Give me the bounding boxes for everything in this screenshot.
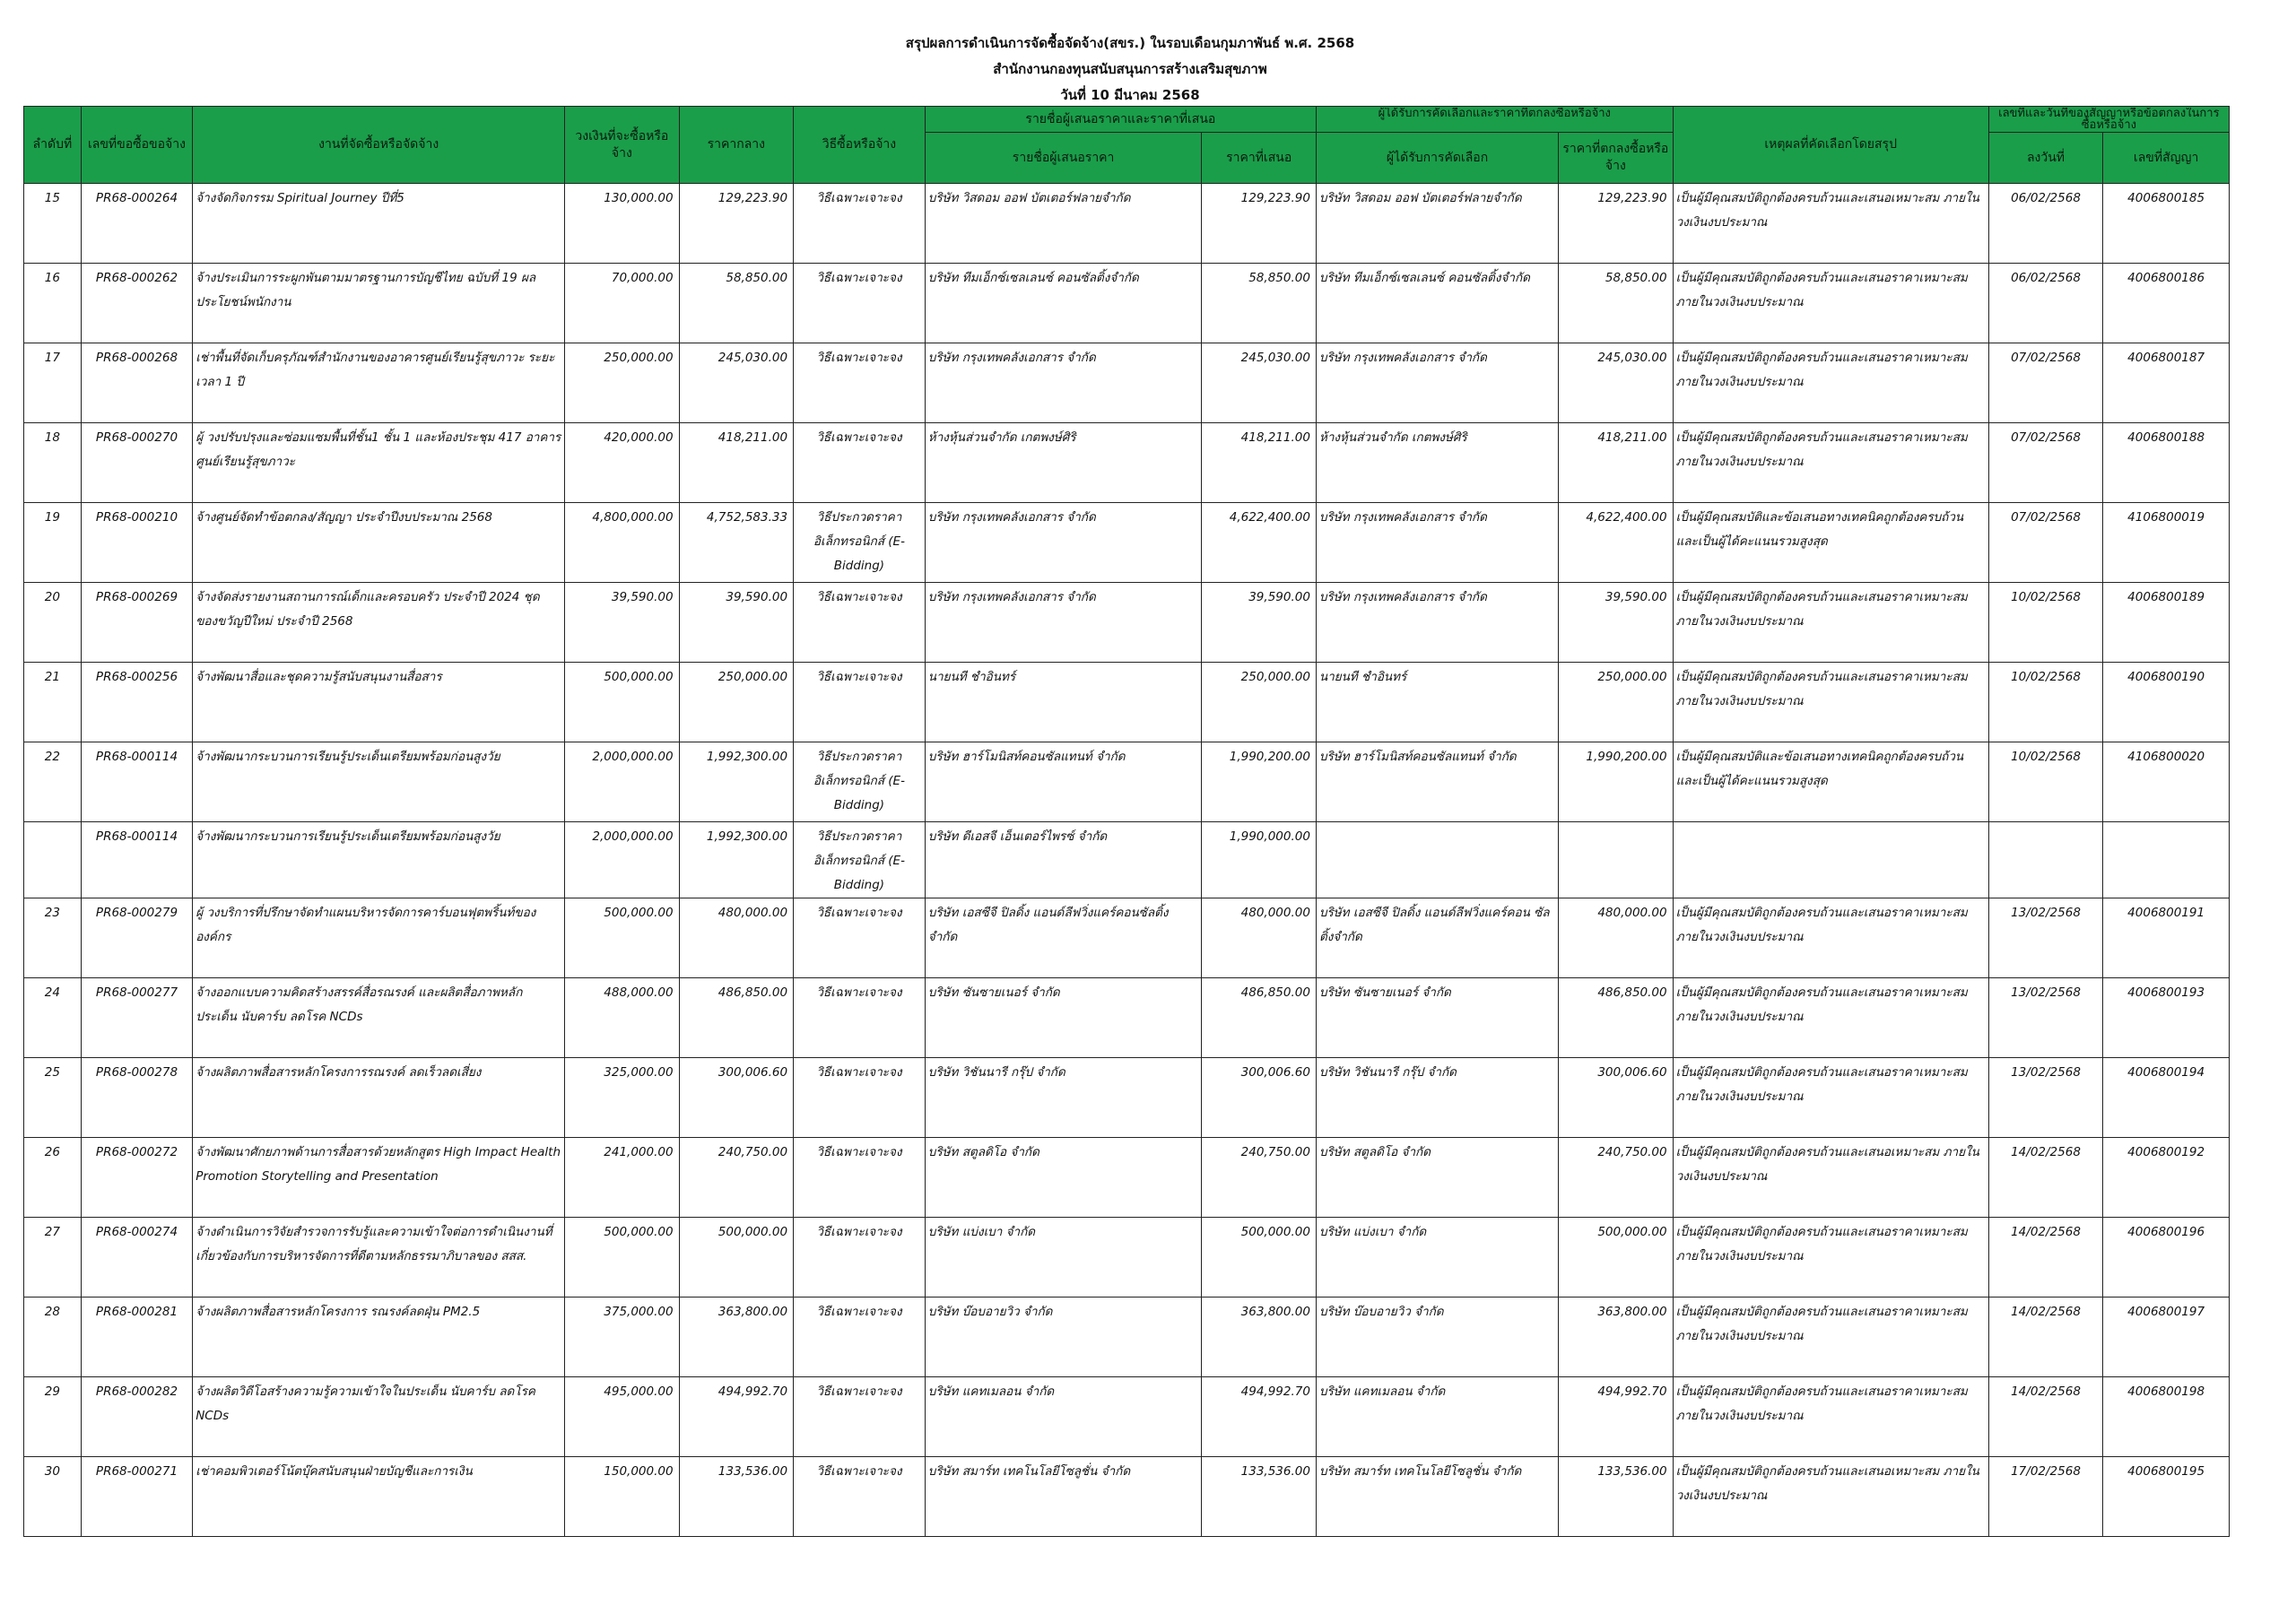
- cell-budget: 500,000.00: [565, 663, 680, 742]
- col-header-sign-date: ลงวันที่: [1988, 133, 2103, 184]
- cell-selected: บริษัท ทีมเอ็กซ์เซลเลนซ์ คอนซัลติ้งจำกัด: [1316, 264, 1558, 343]
- cell-sign-date: 06/02/2568: [1988, 184, 2103, 264]
- cell-bidder: บริษัท กรุงเทพคลังเอกสาร จำกัด: [925, 583, 1202, 663]
- cell-budget: 70,000.00: [565, 264, 680, 343]
- cell-contract-no: 4006800190: [2103, 663, 2230, 742]
- col-header-method: วิธีซื้อหรือจ้าง: [794, 107, 926, 184]
- cell-selected: บริษัท กรุงเทพคลังเอกสาร จำกัด: [1316, 583, 1558, 663]
- cell-no: 16: [24, 264, 82, 343]
- cell-agreed: [1559, 822, 1674, 898]
- cell-contract-no: 4006800196: [2103, 1218, 2230, 1298]
- col-header-no: ลำดับที่: [24, 107, 82, 184]
- cell-budget: 241,000.00: [565, 1138, 680, 1218]
- cell-selected: ห้างหุ้นส่วนจำกัด เกตพงษ์ศิริ: [1316, 423, 1558, 503]
- cell-no: 21: [24, 663, 82, 742]
- cell-reason: เป็นผู้มีคุณสมบัติและข้อเสนอทางเทคนิคถูกต้องครบถ้วน และเป็นผู้ได้คะแนนรวมสูงสุด: [1673, 503, 1988, 583]
- cell-budget: 325,000.00: [565, 1058, 680, 1138]
- cell-method: วิธีเฉพาะเจาะจง: [794, 1377, 926, 1457]
- cell-pr: PR68-000272: [81, 1138, 192, 1218]
- cell-budget: 39,590.00: [565, 583, 680, 663]
- cell-method: วิธีเฉพาะเจาะจง: [794, 184, 926, 264]
- cell-agreed: 494,992.70: [1559, 1377, 1674, 1457]
- cell-method: วิธีประกวดราคาอิเล็กทรอนิกส์ (E-Bidding): [794, 503, 926, 583]
- cell-agreed: 129,223.90: [1559, 184, 1674, 264]
- cell-agreed: 1,990,200.00: [1559, 742, 1674, 822]
- cell-median: 494,992.70: [679, 1377, 794, 1457]
- cell-selected: บริษัท สตูลดิโอ จำกัด: [1316, 1138, 1558, 1218]
- cell-item: จ้างศูนย์จัดทำข้อตกลง/สัญญา ประจำปีงบประมาณ 2568: [193, 503, 565, 583]
- cell-item: จ้างพัฒนากระบวนการเรียนรู้ประเด็นเตรียมพร้อมก่อนสูงวัย: [193, 742, 565, 822]
- cell-bid: 486,850.00: [1202, 978, 1317, 1058]
- cell-method: วิธีเฉพาะเจาะจง: [794, 1138, 926, 1218]
- cell-selected: บริษัท ฮาร์โมนิสท์คอนซัลแทนท์ จำกัด: [1316, 742, 1558, 822]
- cell-no: 17: [24, 343, 82, 423]
- cell-bid: 39,590.00: [1202, 583, 1317, 663]
- cell-pr: PR68-000271: [81, 1457, 192, 1537]
- cell-selected: บริษัท บ๊อบอายวิว จำกัด: [1316, 1298, 1558, 1377]
- cell-method: วิธีประกวดราคาอิเล็กทรอนิกส์ (E-Bidding): [794, 742, 926, 822]
- cell-sign-date: 07/02/2568: [1988, 503, 2103, 583]
- cell-agreed: 250,000.00: [1559, 663, 1674, 742]
- cell-pr: PR68-000264: [81, 184, 192, 264]
- cell-budget: 2,000,000.00: [565, 742, 680, 822]
- cell-sign-date: 13/02/2568: [1988, 978, 2103, 1058]
- cell-median: 4,752,583.33: [679, 503, 794, 583]
- cell-agreed: 58,850.00: [1559, 264, 1674, 343]
- cell-median: 58,850.00: [679, 264, 794, 343]
- cell-no: 29: [24, 1377, 82, 1457]
- cell-contract-no: 4106800019: [2103, 503, 2230, 583]
- cell-pr: PR68-000274: [81, 1218, 192, 1298]
- cell-contract-no: [2103, 822, 2230, 898]
- cell-reason: เป็นผู้มีคุณสมบัติถูกต้องครบถ้วนและเสนอราคาเหมาะสม ภายในวงเงินงบประมาณ: [1673, 423, 1988, 503]
- cell-bid: 1,990,000.00: [1202, 822, 1317, 898]
- cell-no: 26: [24, 1138, 82, 1218]
- cell-pr: PR68-000268: [81, 343, 192, 423]
- cell-bid: 250,000.00: [1202, 663, 1317, 742]
- cell-no: 30: [24, 1457, 82, 1537]
- col-header-median: ราคากลาง: [679, 107, 794, 184]
- cell-bidder: บริษัท ฮาร์โมนิสท์คอนซัลแทนท์ จำกัด: [925, 742, 1202, 822]
- cell-bid: 240,750.00: [1202, 1138, 1317, 1218]
- cell-no: 15: [24, 184, 82, 264]
- cell-reason: เป็นผู้มีคุณสมบัติถูกต้องครบถ้วนและเสนอราคาเหมาะสม ภายในวงเงินงบประมาณ: [1673, 1298, 1988, 1377]
- cell-method: วิธีเฉพาะเจาะจง: [794, 583, 926, 663]
- cell-pr: PR68-000278: [81, 1058, 192, 1138]
- col-header-bidders-group: รายชื่อผู้เสนอราคาและราคาที่เสนอ: [925, 107, 1316, 133]
- cell-budget: 375,000.00: [565, 1298, 680, 1377]
- cell-reason: เป็นผู้มีคุณสมบัติถูกต้องครบถ้วนและเสนอราคาเหมาะสม ภายในวงเงินงบประมาณ: [1673, 1218, 1988, 1298]
- cell-sign-date: 14/02/2568: [1988, 1298, 2103, 1377]
- cell-selected: บริษัท เอสซีจี ปิลดิ้ง แอนด์ลีฟวิ่งแคร์คอน ซัลติ้งจำกัด: [1316, 898, 1558, 978]
- selected-group-text: ผู้ได้รับการคัดเลือกและราคาที่ตกลงซื้อหรือจ้าง: [1378, 108, 1611, 120]
- cell-pr: PR68-000277: [81, 978, 192, 1058]
- cell-bidder: บริษัท กรุงเทพคลังเอกสาร จำกัด: [925, 503, 1202, 583]
- cell-pr: PR68-000262: [81, 264, 192, 343]
- cell-method: วิธีเฉพาะเจาะจง: [794, 1457, 926, 1537]
- cell-item: จ้างออกแบบความคิดสร้างสรรค์สื่อรณรงค์ และผลิตสื่อภาพหลัก ประเด็น นับคาร์บ ลดโรค NCDs: [193, 978, 565, 1058]
- cell-contract-no: 4006800187: [2103, 343, 2230, 423]
- cell-bidder: บริษัท กรุงเทพคลังเอกสาร จำกัด: [925, 343, 1202, 423]
- cell-contract-no: 4006800188: [2103, 423, 2230, 503]
- cell-selected: บริษัท แบ่งเบา จำกัด: [1316, 1218, 1558, 1298]
- cell-agreed: 133,536.00: [1559, 1457, 1674, 1537]
- cell-bid: 4,622,400.00: [1202, 503, 1317, 583]
- contract-group-text: เลขที่และวันที่ของสัญญาหรือข้อตกลงในการซื้อหรือจ้าง: [1998, 108, 2220, 131]
- report-date: วันที่ 10 มีนาคม 2568: [1060, 87, 1200, 103]
- cell-budget: 495,000.00: [565, 1377, 680, 1457]
- cell-budget: 420,000.00: [565, 423, 680, 503]
- table-row: [24, 184, 2230, 264]
- cell-agreed: 486,850.00: [1559, 978, 1674, 1058]
- cell-sign-date: 14/02/2568: [1988, 1377, 2103, 1457]
- cell-agreed: 500,000.00: [1559, 1218, 1674, 1298]
- cell-selected: บริษัท กรุงเทพคลังเอกสาร จำกัด: [1316, 503, 1558, 583]
- cell-sign-date: 10/02/2568: [1988, 742, 2103, 822]
- cell-item: ผู้ วงบริการที่ปรึกษาจัดทำแผนบริหารจัดการคาร์บอนฟุตพริ้นท์ของ องค์กร: [193, 898, 565, 978]
- cell-no: 22: [24, 742, 82, 822]
- col-header-agreed-price: ราคาที่ตกลงซื้อหรือจ้าง: [1559, 133, 1674, 184]
- table-row: [24, 1138, 2230, 1218]
- cell-sign-date: 13/02/2568: [1988, 1058, 2103, 1138]
- table-row: [24, 822, 2230, 898]
- cell-bidder: นายนที ชำอินทร์: [925, 663, 1202, 742]
- cell-no: 25: [24, 1058, 82, 1138]
- cell-item: จ้างผลิตวิดีโอสร้างความรู้ความเข้าใจในประเด็น นับคาร์บ ลดโรค NCDs: [193, 1377, 565, 1457]
- cell-bidder: ห้างหุ้นส่วนจำกัด เกตพงษ์ศิริ: [925, 423, 1202, 503]
- cell-contract-no: 4006800186: [2103, 264, 2230, 343]
- cell-reason: เป็นผู้มีคุณสมบัติถูกต้องครบถ้วนและเสนอราคาเหมาะสม ภายในวงเงินงบประมาณ: [1673, 1377, 1988, 1457]
- cell-selected: บริษัท ซันซายเนอร์ จำกัด: [1316, 978, 1558, 1058]
- cell-bidder: บริษัท ดีเอสจี เอ็นเตอร์ไพรซ์ จำกัด: [925, 822, 1202, 898]
- cell-bid: 129,223.90: [1202, 184, 1317, 264]
- cell-contract-no: 4006800189: [2103, 583, 2230, 663]
- cell-reason: เป็นผู้มีคุณสมบัติและข้อเสนอทางเทคนิคถูกต้องครบถ้วน และเป็นผู้ได้คะแนนรวมสูงสุด: [1673, 742, 1988, 822]
- cell-sign-date: 17/02/2568: [1988, 1457, 2103, 1537]
- cell-bid: 494,992.70: [1202, 1377, 1317, 1457]
- cell-item: จ้างพัฒนาศักยภาพด้านการสื่อสารด้วยหลักสูตร High Impact Health Promotion Storytelling and Presentation: [193, 1138, 565, 1218]
- cell-contract-no: 4006800194: [2103, 1058, 2230, 1138]
- cell-bidder: บริษัท บ๊อบอายวิว จำกัด: [925, 1298, 1202, 1377]
- cell-budget: 150,000.00: [565, 1457, 680, 1537]
- table-row: [24, 1218, 2230, 1298]
- cell-median: 480,000.00: [679, 898, 794, 978]
- cell-pr: PR68-000210: [81, 503, 192, 583]
- cell-no: 18: [24, 423, 82, 503]
- cell-bidder: บริษัท เอสซีจี ปิลดิ้ง แอนด์ลีฟวิ่งแคร์คอนซัลติ้ง จำกัด: [925, 898, 1202, 978]
- cell-bidder: บริษัท แบ่งเบา จำกัด: [925, 1218, 1202, 1298]
- cell-bid: 363,800.00: [1202, 1298, 1317, 1377]
- cell-budget: 488,000.00: [565, 978, 680, 1058]
- cell-pr: PR68-000282: [81, 1377, 192, 1457]
- cell-reason: เป็นผู้มีคุณสมบัติถูกต้องครบถ้วนและเสนอราคาเหมาะสม ภายในวงเงินงบประมาณ: [1673, 343, 1988, 423]
- cell-bid: 1,990,200.00: [1202, 742, 1317, 822]
- cell-agreed: 480,000.00: [1559, 898, 1674, 978]
- cell-bid: 133,536.00: [1202, 1457, 1317, 1537]
- cell-item: จ้างพัฒนากระบวนการเรียนรู้ประเด็นเตรียมพร้อมก่อนสูงวัย: [193, 822, 565, 898]
- table-row: [24, 1377, 2230, 1457]
- cell-method: วิธีเฉพาะเจาะจง: [794, 264, 926, 343]
- cell-bidder: บริษัท สมาร์ท เทคโนโลยีโซลูชั่น จำกัด: [925, 1457, 1202, 1537]
- cell-sign-date: 10/02/2568: [1988, 663, 2103, 742]
- cell-sign-date: 07/02/2568: [1988, 423, 2103, 503]
- cell-agreed: 240,750.00: [1559, 1138, 1674, 1218]
- cell-bidder: บริษัท สตูลดิโอ จำกัด: [925, 1138, 1202, 1218]
- cell-item: จ้างดำเนินการวิจัยสำรวจการรับรู้และความเข้าใจต่อการดำเนินงานที่ เกี่ยวข้องกับการบริหารจัดการที่ดีตามหลักธรรมาภิบาลของ สสส.: [193, 1218, 565, 1298]
- cell-pr: PR68-000281: [81, 1298, 192, 1377]
- cell-bidder: บริษัท วิชันนารี กรุ๊ป จำกัด: [925, 1058, 1202, 1138]
- table-row: [24, 1298, 2230, 1377]
- cell-selected: บริษัท สมาร์ท เทคโนโลยีโซลูชั่น จำกัด: [1316, 1457, 1558, 1537]
- cell-reason: เป็นผู้มีคุณสมบัติถูกต้องครบถ้วนและเสนอราคาเหมาะสม ภายในวงเงินงบประมาณ: [1673, 583, 1988, 663]
- table-row: [24, 663, 2230, 742]
- cell-reason: เป็นผู้มีคุณสมบัติถูกต้องครบถ้วนและเสนอเหมาะสม ภายในวงเงินงบประมาณ: [1673, 1138, 1988, 1218]
- cell-item: จ้างผลิตภาพสื่อสารหลักโครงการรณรงค์ ลดเร็วลดเสี่ยง: [193, 1058, 565, 1138]
- report-organization: สำนักงานกองทุนสนับสนุนการสร้างเสริมสุขภาพ: [993, 61, 1267, 77]
- cell-agreed: 39,590.00: [1559, 583, 1674, 663]
- col-header-bidder-name: รายชื่อผู้เสนอราคา: [925, 133, 1202, 184]
- col-header-contract-group: [1988, 107, 2229, 133]
- cell-reason: [1673, 822, 1988, 898]
- cell-budget: 130,000.00: [565, 184, 680, 264]
- report-title: สรุปผลการดำเนินการจัดซื้อจัดจ้าง(สขร.) ในรอบเดือนกุมภาพันธ์ พ.ศ. 2568: [905, 35, 1355, 51]
- cell-sign-date: 10/02/2568: [1988, 583, 2103, 663]
- cell-item: เช่าคอมพิวเตอร์โน้ตบุ๊คสนับสนุนฝ่ายบัญชีและการเงิน: [193, 1457, 565, 1537]
- cell-no: 19: [24, 503, 82, 583]
- cell-item: จ้างประเมินการระผูกพันตามมาตรฐานการบัญชีไทย ฉบับที่ 19 ผลประโยชน์พนักงาน: [193, 264, 565, 343]
- cell-reason: เป็นผู้มีคุณสมบัติถูกต้องครบถ้วนและเสนอราคาเหมาะสม ภายในวงเงินงบประมาณ: [1673, 898, 1988, 978]
- cell-agreed: 363,800.00: [1559, 1298, 1674, 1377]
- table-row: [24, 343, 2230, 423]
- col-header-contract-no: เลขที่สัญญา: [2103, 133, 2230, 184]
- col-header-selected-group: [1316, 107, 1673, 133]
- cell-method: วิธีเฉพาะเจาะจง: [794, 423, 926, 503]
- cell-reason: เป็นผู้มีคุณสมบัติถูกต้องครบถ้วนและเสนอราคาเหมาะสม ภายในวงเงินงบประมาณ: [1673, 264, 1988, 343]
- table-row: [24, 583, 2230, 663]
- cell-reason: เป็นผู้มีคุณสมบัติถูกต้องครบถ้วนและเสนอราคาเหมาะสม ภายในวงเงินงบประมาณ: [1673, 978, 1988, 1058]
- cell-item: เช่าพื้นที่จัดเก็บครุภัณฑ์สำนักงานของอาคารศูนย์เรียนรู้สุขภาวะ ระยะเวลา 1 ปี: [193, 343, 565, 423]
- col-header-bid-price: ราคาที่เสนอ: [1202, 133, 1317, 184]
- cell-bid: 300,006.60: [1202, 1058, 1317, 1138]
- cell-contract-no: 4006800198: [2103, 1377, 2230, 1457]
- cell-sign-date: 14/02/2568: [1988, 1218, 2103, 1298]
- cell-contract-no: 4006800192: [2103, 1138, 2230, 1218]
- cell-bid: 245,030.00: [1202, 343, 1317, 423]
- cell-budget: 500,000.00: [565, 1218, 680, 1298]
- cell-agreed: 4,622,400.00: [1559, 503, 1674, 583]
- cell-median: 500,000.00: [679, 1218, 794, 1298]
- cell-no: 20: [24, 583, 82, 663]
- cell-budget: 2,000,000.00: [565, 822, 680, 898]
- cell-median: 39,590.00: [679, 583, 794, 663]
- cell-item: ผู้ วงปรับปรุงและซ่อมแซมพื้นที่ชั้น1 ชั้น 1 และห้องประชุม 417 อาคารศูนย์เรียนรู้สุขภาวะ: [193, 423, 565, 503]
- cell-method: วิธีเฉพาะเจาะจง: [794, 343, 926, 423]
- cell-sign-date: 14/02/2568: [1988, 1138, 2103, 1218]
- cell-bid: 418,211.00: [1202, 423, 1317, 503]
- cell-sign-date: 07/02/2568: [1988, 343, 2103, 423]
- cell-median: 363,800.00: [679, 1298, 794, 1377]
- cell-contract-no: 4006800197: [2103, 1298, 2230, 1377]
- cell-item: จ้างผลิตภาพสื่อสารหลักโครงการ รณรงค์ลดฝุ่น PM2.5: [193, 1298, 565, 1377]
- cell-sign-date: 13/02/2568: [1988, 898, 2103, 978]
- cell-pr: PR68-000270: [81, 423, 192, 503]
- cell-bidder: บริษัท วิสดอม ออฟ บัตเตอร์ฟลายจำกัด: [925, 184, 1202, 264]
- table-row: [24, 503, 2230, 583]
- cell-method: วิธีเฉพาะเจาะจง: [794, 1298, 926, 1377]
- cell-median: 250,000.00: [679, 663, 794, 742]
- cell-pr: PR68-000279: [81, 898, 192, 978]
- cell-pr: PR68-000114: [81, 822, 192, 898]
- cell-method: วิธีเฉพาะเจาะจง: [794, 898, 926, 978]
- cell-selected: [1316, 822, 1558, 898]
- cell-bid: 480,000.00: [1202, 898, 1317, 978]
- cell-no: 28: [24, 1298, 82, 1377]
- cell-median: 129,223.90: [679, 184, 794, 264]
- cell-selected: บริษัท วิสดอม ออฟ บัตเตอร์ฟลายจำกัด: [1316, 184, 1558, 264]
- cell-contract-no: 4006800185: [2103, 184, 2230, 264]
- cell-bidder: บริษัท แคทเมลอน จำกัด: [925, 1377, 1202, 1457]
- cell-method: วิธีเฉพาะเจาะจง: [794, 978, 926, 1058]
- col-header-budget: วงเงินที่จะซื้อหรือจ้าง: [565, 107, 680, 184]
- table-row: [24, 742, 2230, 822]
- cell-method: วิธีเฉพาะเจาะจง: [794, 663, 926, 742]
- cell-agreed: 418,211.00: [1559, 423, 1674, 503]
- cell-median: 418,211.00: [679, 423, 794, 503]
- cell-selected: นายนที ชำอินทร์: [1316, 663, 1558, 742]
- report-title-block: [0, 30, 2260, 108]
- cell-median: 240,750.00: [679, 1138, 794, 1218]
- cell-median: 245,030.00: [679, 343, 794, 423]
- cell-item: จ้างจัดกิจกรรม Spiritual Journey ปีที่5: [193, 184, 565, 264]
- table-row: [24, 1058, 2230, 1138]
- cell-no: 24: [24, 978, 82, 1058]
- cell-selected: บริษัท กรุงเทพคลังเอกสาร จำกัด: [1316, 343, 1558, 423]
- cell-item: จ้างจัดส่งรายงานสถานการณ์เด็กและครอบครัว ประจำปี 2024 ชุด ของขวัญปีใหม่ ประจำปี 2568: [193, 583, 565, 663]
- cell-reason: เป็นผู้มีคุณสมบัติถูกต้องครบถ้วนและเสนอเหมาะสม ภายในวงเงินงบประมาณ: [1673, 1457, 1988, 1537]
- cell-budget: 250,000.00: [565, 343, 680, 423]
- col-header-selected-name: ผู้ได้รับการคัดเลือก: [1316, 133, 1558, 184]
- cell-selected: บริษัท วิชันนารี กรุ๊ป จำกัด: [1316, 1058, 1558, 1138]
- cell-contract-no: 4006800195: [2103, 1457, 2230, 1537]
- cell-reason: เป็นผู้มีคุณสมบัติถูกต้องครบถ้วนและเสนอราคาเหมาะสม ภายในวงเงินงบประมาณ: [1673, 1058, 1988, 1138]
- table-row: [24, 423, 2230, 503]
- cell-method: วิธีเฉพาะเจาะจง: [794, 1058, 926, 1138]
- cell-agreed: 245,030.00: [1559, 343, 1674, 423]
- cell-pr: PR68-000269: [81, 583, 192, 663]
- cell-method: วิธีประกวดราคาอิเล็กทรอนิกส์ (E-Bidding): [794, 822, 926, 898]
- table-row: [24, 978, 2230, 1058]
- cell-sign-date: [1988, 822, 2103, 898]
- cell-bidder: บริษัท ซันซายเนอร์ จำกัด: [925, 978, 1202, 1058]
- cell-reason: เป็นผู้มีคุณสมบัติถูกต้องครบถ้วนและเสนอเหมาะสม ภายในวงเงินงบประมาณ: [1673, 184, 1988, 264]
- cell-contract-no: 4006800191: [2103, 898, 2230, 978]
- cell-bidder: บริษัท ทีมเอ็กซ์เซลเลนซ์ คอนซัลติ้งจำกัด: [925, 264, 1202, 343]
- cell-pr: PR68-000114: [81, 742, 192, 822]
- col-header-reason: เหตุผลที่คัดเลือกโดยสรุป: [1673, 107, 1988, 184]
- cell-median: 1,992,300.00: [679, 742, 794, 822]
- table-row: [24, 264, 2230, 343]
- cell-no: [24, 822, 82, 898]
- cell-no: 23: [24, 898, 82, 978]
- cell-no: 27: [24, 1218, 82, 1298]
- cell-contract-no: 4006800193: [2103, 978, 2230, 1058]
- cell-bid: 500,000.00: [1202, 1218, 1317, 1298]
- col-header-pr: เลขที่ขอซื้อขอจ้าง: [81, 107, 192, 184]
- cell-bid: 58,850.00: [1202, 264, 1317, 343]
- table-header-row: [24, 107, 2230, 133]
- table-row: [24, 898, 2230, 978]
- cell-median: 133,536.00: [679, 1457, 794, 1537]
- procurement-table: [23, 106, 2230, 1537]
- cell-reason: เป็นผู้มีคุณสมบัติถูกต้องครบถ้วนและเสนอราคาเหมาะสม ภายในวงเงินงบประมาณ: [1673, 663, 1988, 742]
- cell-median: 300,006.60: [679, 1058, 794, 1138]
- cell-item: จ้างพัฒนาสื่อและชุดความรู้สนับสนุนงานสื่อสาร: [193, 663, 565, 742]
- cell-budget: 4,800,000.00: [565, 503, 680, 583]
- cell-median: 1,992,300.00: [679, 822, 794, 898]
- cell-contract-no: 4106800020: [2103, 742, 2230, 822]
- col-header-item: งานที่จัดซื้อหรือจัดจ้าง: [193, 107, 565, 184]
- cell-sign-date: 06/02/2568: [1988, 264, 2103, 343]
- table-row: [24, 1457, 2230, 1537]
- cell-method: วิธีเฉพาะเจาะจง: [794, 1218, 926, 1298]
- cell-budget: 500,000.00: [565, 898, 680, 978]
- cell-selected: บริษัท แคทเมลอน จำกัด: [1316, 1377, 1558, 1457]
- cell-agreed: 300,006.60: [1559, 1058, 1674, 1138]
- cell-median: 486,850.00: [679, 978, 794, 1058]
- cell-pr: PR68-000256: [81, 663, 192, 742]
